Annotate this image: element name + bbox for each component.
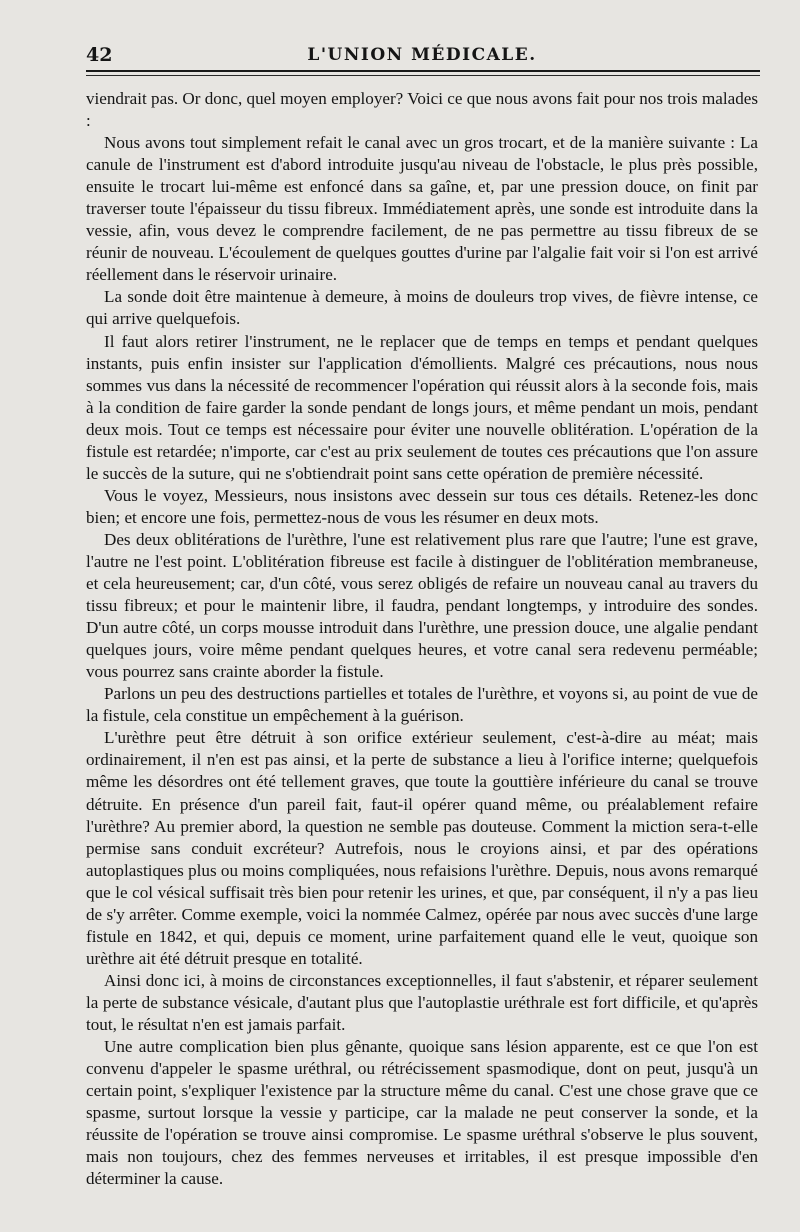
page-header xyxy=(86,40,758,70)
paragraph: La sonde doit être maintenue à demeure, à moins de douleurs trop vives, de fièvre intense, ce qui arrive quelquefois. xyxy=(86,287,758,329)
paragraph-continued: viendrait pas. Or donc, quel moyen employer? Voici ce que nous avons fait pour nos trois malades : xyxy=(86,89,758,131)
paragraph: Parlons un peu des destructions partielles et totales de l'urèthre, et voyons si, au point de vue de la fistule, cela constitue un empêchement à la guérison. xyxy=(86,684,758,726)
body-text xyxy=(86,88,758,1190)
paragraph: Il faut alors retirer l'instrument, ne le replacer que de temps en temps et pendant quelques instants, puis enfin insister sur l'application d'émollients. Malgré ces précautions, nous nous sommes vus dans la nécessité de recommencer l'opération qui réussit alors à la seconde fois, mais à la condition de faire garder la sonde pendant de longs jours, et même pendant un mois, pendant deux mois. Tout ce temps est nécessaire pour éviter une nouvelle oblitération. L'opération de la fistule est retardée; n'importe, car c'est au prix seulement de toutes ces précautions que l'on assure le succès de la suture, qui ne s'obtiendrait point sans cette opération de première nécessité. xyxy=(86,331,758,483)
paragraph: Vous le voyez, Messieurs, nous insistons avec dessein sur tous ces détails. Retenez-les donc bien; et encore une fois, permettez-nous de vous les résumer en deux mots. xyxy=(86,485,758,527)
header-rule-thin xyxy=(86,75,760,76)
page-number: 42 xyxy=(86,44,113,66)
paragraph: Nous avons tout simplement refait le canal avec un gros trocart, et de la manière suivante : La canule de l'instrument est d'abord introduite jusqu'au niveau de l'obstacle, le plus près possible, ensuite le trocart lui-même est enfoncé dans sa gaîne, et, par une pression douce, on finit par traverser toute l'épaisseur du tissu fibreux. Immédiatement après, une sonde est introduite dans la vessie, afin, vous devez le comprendre facilement, de ne pas permettre au tissu fibreux de se réunir de nouveau. L'écoulement de quelques gouttes d'urine par l'algalie fait voir si l'on est arrivé réellement dans le réservoir urinaire. xyxy=(86,133,758,285)
paragraph: Une autre complication bien plus gênante, quoique sans lésion apparente, est ce que l'on est convenu d'appeler le spasme uréthral, ou rétrécissement spasmodique, dont on peut, jusqu'à un certain point, s'expliquer l'existence par la structure même du canal. C'est une chose grave que ce spasme, surtout lorsque la vessie y participe, car la malade ne peut conserver la sonde, et la réussite de l'opération se trouve ainsi compromise. Le spasme uréthral s'observe le plus souvent, mais non toujours, chez des femmes nerveuses et irritables, il est presque impossible d'en déterminer la cause. xyxy=(86,1037,758,1189)
paragraph: Des deux oblitérations de l'urèthre, l'une est relativement plus rare que l'autre; l'une est grave, l'autre ne l'est point. L'oblitération fibreuse est facile à distinguer de l'oblitération membraneuse, et cela heureusement; car, d'un côté, vous serez obligés de refaire un nouveau canal au travers du tissu fibreux; et pour le maintenir libre, il faudra, pendant longtemps, y introduire des sondes. D'un autre côté, un corps mousse introduit dans l'urèthre, une pression douce, une algalie pendant quelques jours, voire même pendant quelques heures, et votre canal sera redevenu perméable; vous pourrez sans crainte aborder la fistule. xyxy=(86,529,758,682)
paragraph: L'urèthre peut être détruit à son orifice extérieur seulement, c'est-à-dire au méat; mais ordinairement, il n'en est pas ainsi, et la perte de substance a lieu à l'orifice interne; quelquefois même les désordres ont été tellement graves, que toute la gouttière inférieure du canal se trouve détruite. En présence d'un pareil fait, faut-il opérer quand même, ou préalablement refaire l'urèthre? Au premier abord, la question ne semble pas douteuse. Comment la miction sera-t-elle permise sans conduit excréteur? Autrefois, nous le croyions ainsi, et par des opérations autoplastiques plus ou moins compliquées, nous refaisions l'urèthre. Depuis, nous avons remarqué que le col vésical suffisait très bien pour retenir les urines, et que, par conséquent, il n'y a pas lieu de s'y arrêter. Comme exemple, voici la nommée Calmez, opérée par nous avec succès d'une large fistule en 1842, et qui, depuis ce moment, urine parfaitement quand elle le veut, quoique son urèthre ait été détruit presque en totalité. xyxy=(86,728,758,968)
header-rule xyxy=(86,70,760,72)
paragraph: Ainsi donc ici, à moins de circonstances exceptionnelles, il faut s'abstenir, et réparer seulement la perte de substance vésicale, d'autant plus que l'autoplastie uréthrale est fort difficile, et qu'après tout, le résultat n'en est jamais parfait. xyxy=(86,970,758,1034)
running-title: L'UNION MÉDICALE. xyxy=(307,45,537,65)
